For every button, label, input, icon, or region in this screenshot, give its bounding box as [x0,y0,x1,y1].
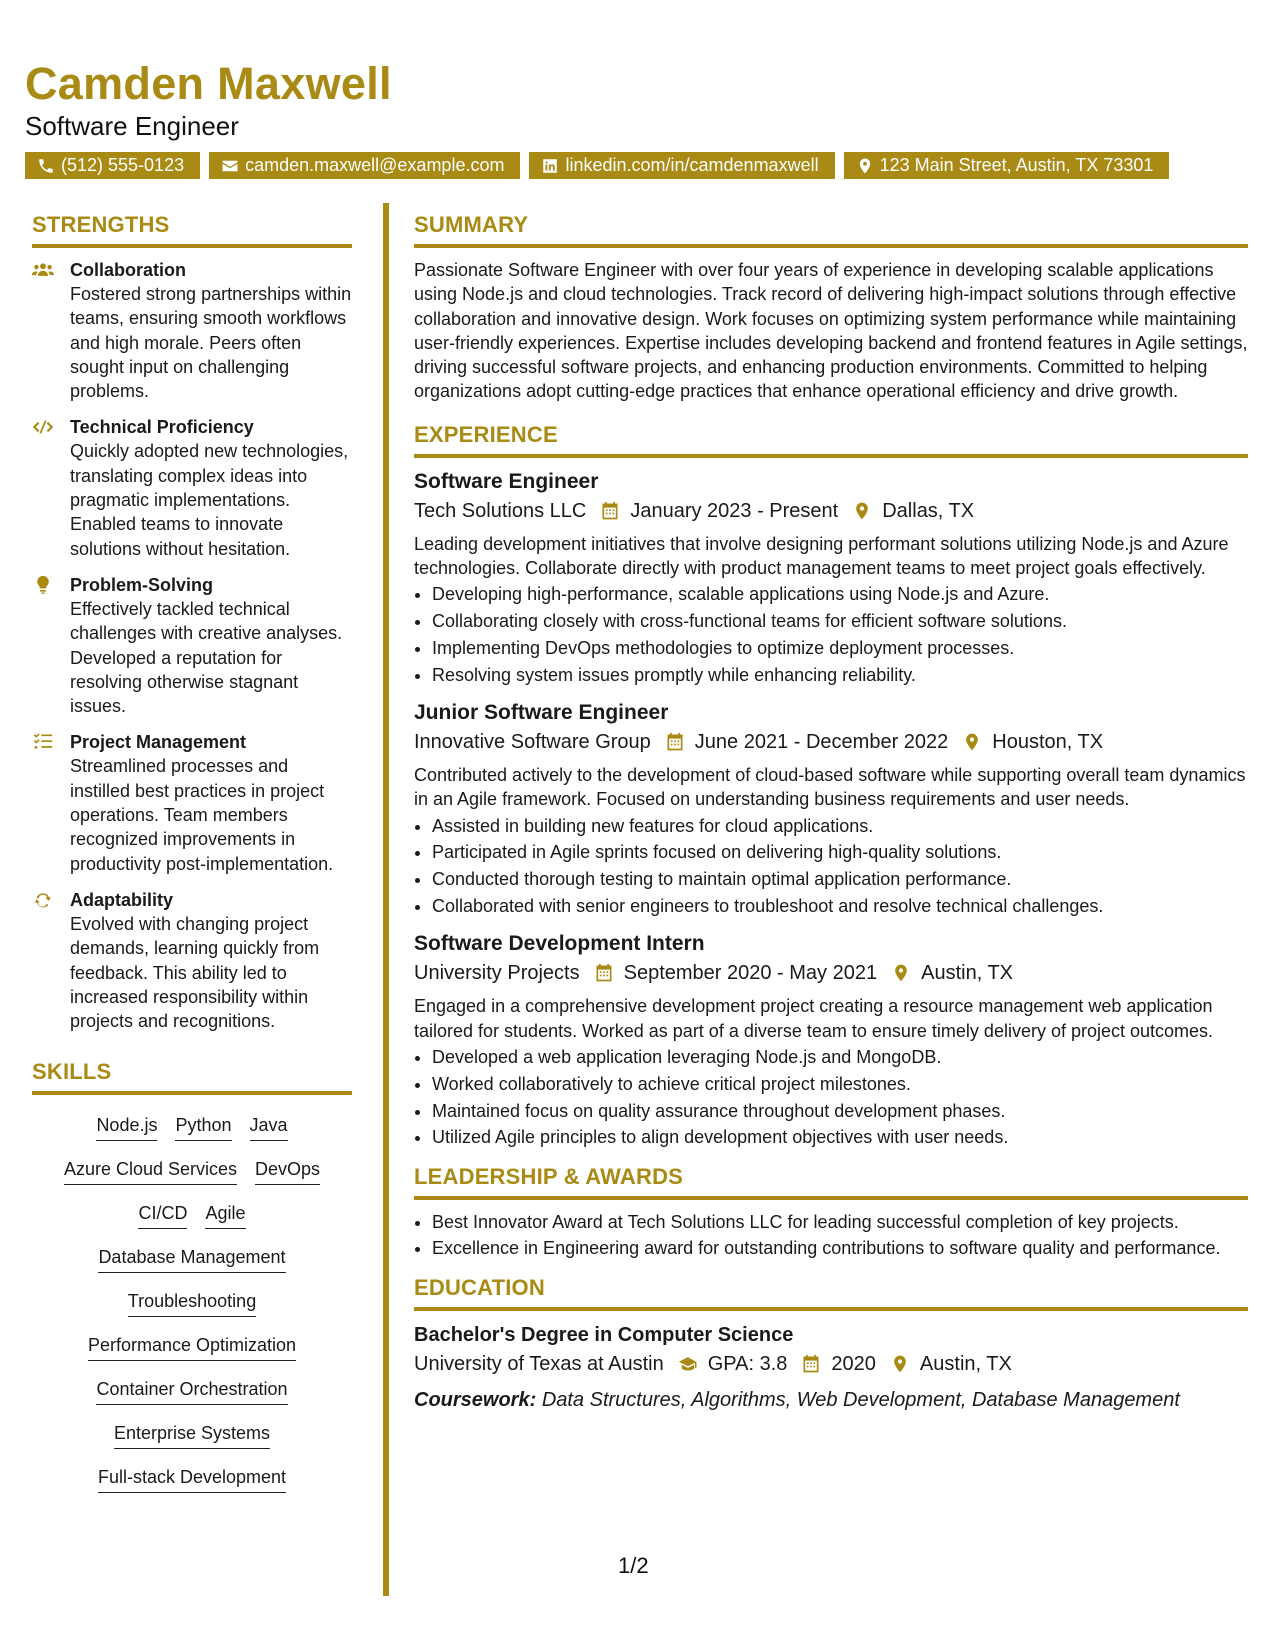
skill-tag: Full-stack Development [98,1465,286,1493]
job-title: Software Development Intern [414,932,705,956]
job-desc: Leading development initiatives that involve designing performant solutions utilizing Node.js and Azure technologies. Collaborate directly with product management teams to meet project goals effectively. [414,533,1229,579]
contact-email[interactable] [209,152,520,179]
job-entry [414,699,1248,918]
job-meta [414,958,1248,988]
column-divider [383,203,389,1596]
job-title: Software Engineer [414,469,599,493]
coursework-text: Data Structures, Algorithms, Web Development, Database Management [541,1388,1180,1411]
strength-item [32,258,352,403]
phone-text: (512) 555-0123 [61,155,185,175]
list-item: • Participated in Agile sprints focused on delivering high-quality solutions. [432,840,1248,864]
right-column [414,212,1248,1415]
contact-phone[interactable] [25,152,200,179]
resume-title: Software Engineer [25,111,239,141]
strength-title: Adaptability [70,889,174,910]
list-check-icon [32,732,54,752]
linkedin-text: linkedin.com/in/camdenmaxwell [565,155,819,175]
resume-name: Camden Maxwell [25,58,392,109]
job-desc: Contributed actively to the development of cloud-based software while supporting overall team dynamics in an Agile framework. Focused on understanding business requirements and user needs. [414,765,1246,810]
strength-item [32,730,352,875]
skill-tag: Python [175,1113,231,1141]
job-desc: Engaged in a comprehensive development project creating a resource management web application tailored for students. Worked as part of a diverse team to ensure timely delivery of project outcomes. [414,996,1214,1041]
calendar-icon [594,963,614,983]
edu-coursework [414,1385,1248,1415]
edu-school: University of Texas at Austin [414,1352,664,1375]
edu-gpa: GPA: 3.8 [707,1352,788,1375]
list-item: • Utilized Agile principles to align development objectives with user needs. [432,1125,1248,1149]
strength-desc: Streamlined processes and instilled best practices in project operations. Team members recognized improvements in productivity post-implementation. [70,756,334,874]
job-entry [414,468,1248,687]
users-icon [32,260,54,280]
list-item: • Developed a web application leveraging Node.js and MongoDB. [432,1045,1248,1069]
job-bullets [414,1045,1248,1150]
list-item: • Assisted in building new features for cloud applications. [432,814,1248,838]
map-pin-icon [890,1354,910,1374]
skill-tag: Azure Cloud Services [64,1157,237,1185]
job-bullets [414,582,1248,687]
address-text: 123 Main Street, Austin, TX 73301 [879,155,1154,175]
strength-title: Collaboration [70,260,186,280]
job-location: Dallas, TX [882,499,975,522]
list-item: • Worked collaboratively to achieve critical project milestones. [432,1072,1248,1096]
contact-linkedin[interactable] [529,152,834,179]
strength-desc: Fostered strong partnerships within teams, ensuring smooth workflows and high morale. Peers often sought input on challenging problems. [70,284,352,402]
experience-heading: EXPERIENCE [414,422,1248,458]
strength-desc: Effectively tackled technical challenges with creative analyses. Developed a reputation for resolving otherwise stagnant issues. [70,598,343,717]
list-item: • Resolving system issues promptly while enhancing reliability. [432,663,1248,687]
awards-list [414,1210,1248,1261]
strength-item [32,573,352,718]
strength-title: Project Management [70,732,247,753]
edu-meta [414,1349,1248,1379]
skill-tag: Container Orchestration [96,1377,287,1405]
list-item: • Collaborated with senior engineers to troubleshoot and resolve technical challenges. [432,894,1248,918]
calendar-icon [801,1354,821,1374]
email-text: camden.maxwell@example.com [245,155,505,175]
list-item: • Collaborating closely with cross-functional teams for efficient software solutions. [432,609,1248,633]
strength-desc: Evolved with changing project demands, learning quickly from feedback. This ability led to increased responsibility within projects and recognitions. [70,913,320,1032]
list-item: • Developing high-performance, scalable applications using Node.js and Azure. [432,582,1248,606]
map-pin-icon [962,732,982,752]
skill-tag: Enterprise Systems [114,1421,270,1449]
phone-icon [37,157,55,175]
edu-year: 2020 [831,1352,876,1375]
skill-tag: Agile [205,1201,245,1229]
awards-heading: LEADERSHIP & AWARDS [414,1164,1248,1200]
lightbulb-icon [32,575,54,595]
strengths-heading: STRENGTHS [32,212,352,248]
list-item: • Best Innovator Award at Tech Solutions LLC for leading successful completion of key projects. [432,1210,1248,1234]
job-company: University Projects [414,962,580,985]
coursework-label: Coursework: [414,1388,537,1411]
job-location: Houston, TX [992,731,1104,754]
map-pin-icon [891,963,911,983]
map-pin-icon [856,157,874,175]
contact-address[interactable] [844,152,1170,179]
list-item: • Implementing DevOps methodologies to optimize deployment processes. [432,636,1248,660]
graduation-cap-icon [678,1354,698,1374]
job-entry [414,930,1248,1149]
sync-icon [32,890,54,910]
skill-tag: Database Management [98,1245,285,1273]
job-dates: January 2023 - Present [630,499,839,522]
envelope-icon [221,157,239,175]
job-dates: September 2020 - May 2021 [623,962,878,985]
page-number: 1/2 [618,1553,649,1578]
list-item: • Conducted thorough testing to maintain optimal application performance. [432,867,1248,891]
strength-title: Technical Proficiency [70,417,254,438]
job-title: Junior Software Engineer [414,701,669,725]
strength-desc: Quickly adopted new technologies, translating complex ideas into pragmatic implementations. Enabled teams to innovate solutions without hesitation. [70,441,349,559]
skill-tag: CI/CD [138,1201,187,1229]
skills-heading: SKILLS [32,1059,352,1095]
job-meta [414,727,1248,757]
contact-bar [25,152,1169,179]
job-company: Tech Solutions LLC [414,499,587,522]
strength-item [32,415,352,560]
job-bullets [414,814,1248,919]
skill-tag: Performance Optimization [88,1333,296,1361]
skills-list [32,1111,352,1509]
summary-heading: SUMMARY [414,212,1248,248]
calendar-icon [665,732,685,752]
skill-tag: DevOps [255,1157,320,1185]
strength-item [32,888,352,1033]
skill-tag: Node.js [96,1113,157,1141]
code-icon [32,417,54,437]
summary-text: Passionate Software Engineer with over four years of experience in developing scalable applications using Node.js and cloud technologies. Track record of delivering high-impact solutions through effective collaboration and innovative design. Work focuses on optimizing system performance while maintaining user-friendly experiences. Expertise includes developing backend and frontend features in Agile settings, driving successful software projects, and enhancing production environments. Committed to helping organizations adopt cutting-edge practices that enhance operational efficiency and drive growth. [414,260,1248,402]
edu-location: Austin, TX [919,1352,1012,1375]
left-column [32,212,352,1509]
job-dates: June 2021 - December 2022 [694,731,949,754]
strength-title: Problem-Solving [70,574,214,595]
job-meta [414,496,1248,526]
calendar-icon [600,501,620,521]
list-item: • Maintained focus on quality assurance throughout development phases. [432,1099,1248,1123]
list-item: • Excellence in Engineering award for outstanding contributions to software quality and performance. [432,1236,1248,1260]
edu-degree: Bachelor's Degree in Computer Science [414,1323,794,1346]
skill-tag: Troubleshooting [128,1289,256,1317]
job-location: Austin, TX [921,962,1014,985]
job-company: Innovative Software Group [414,731,651,754]
skill-tag: Java [250,1113,288,1141]
map-pin-icon [852,501,872,521]
linkedin-icon [541,157,559,175]
education-heading: EDUCATION [414,1275,1248,1311]
